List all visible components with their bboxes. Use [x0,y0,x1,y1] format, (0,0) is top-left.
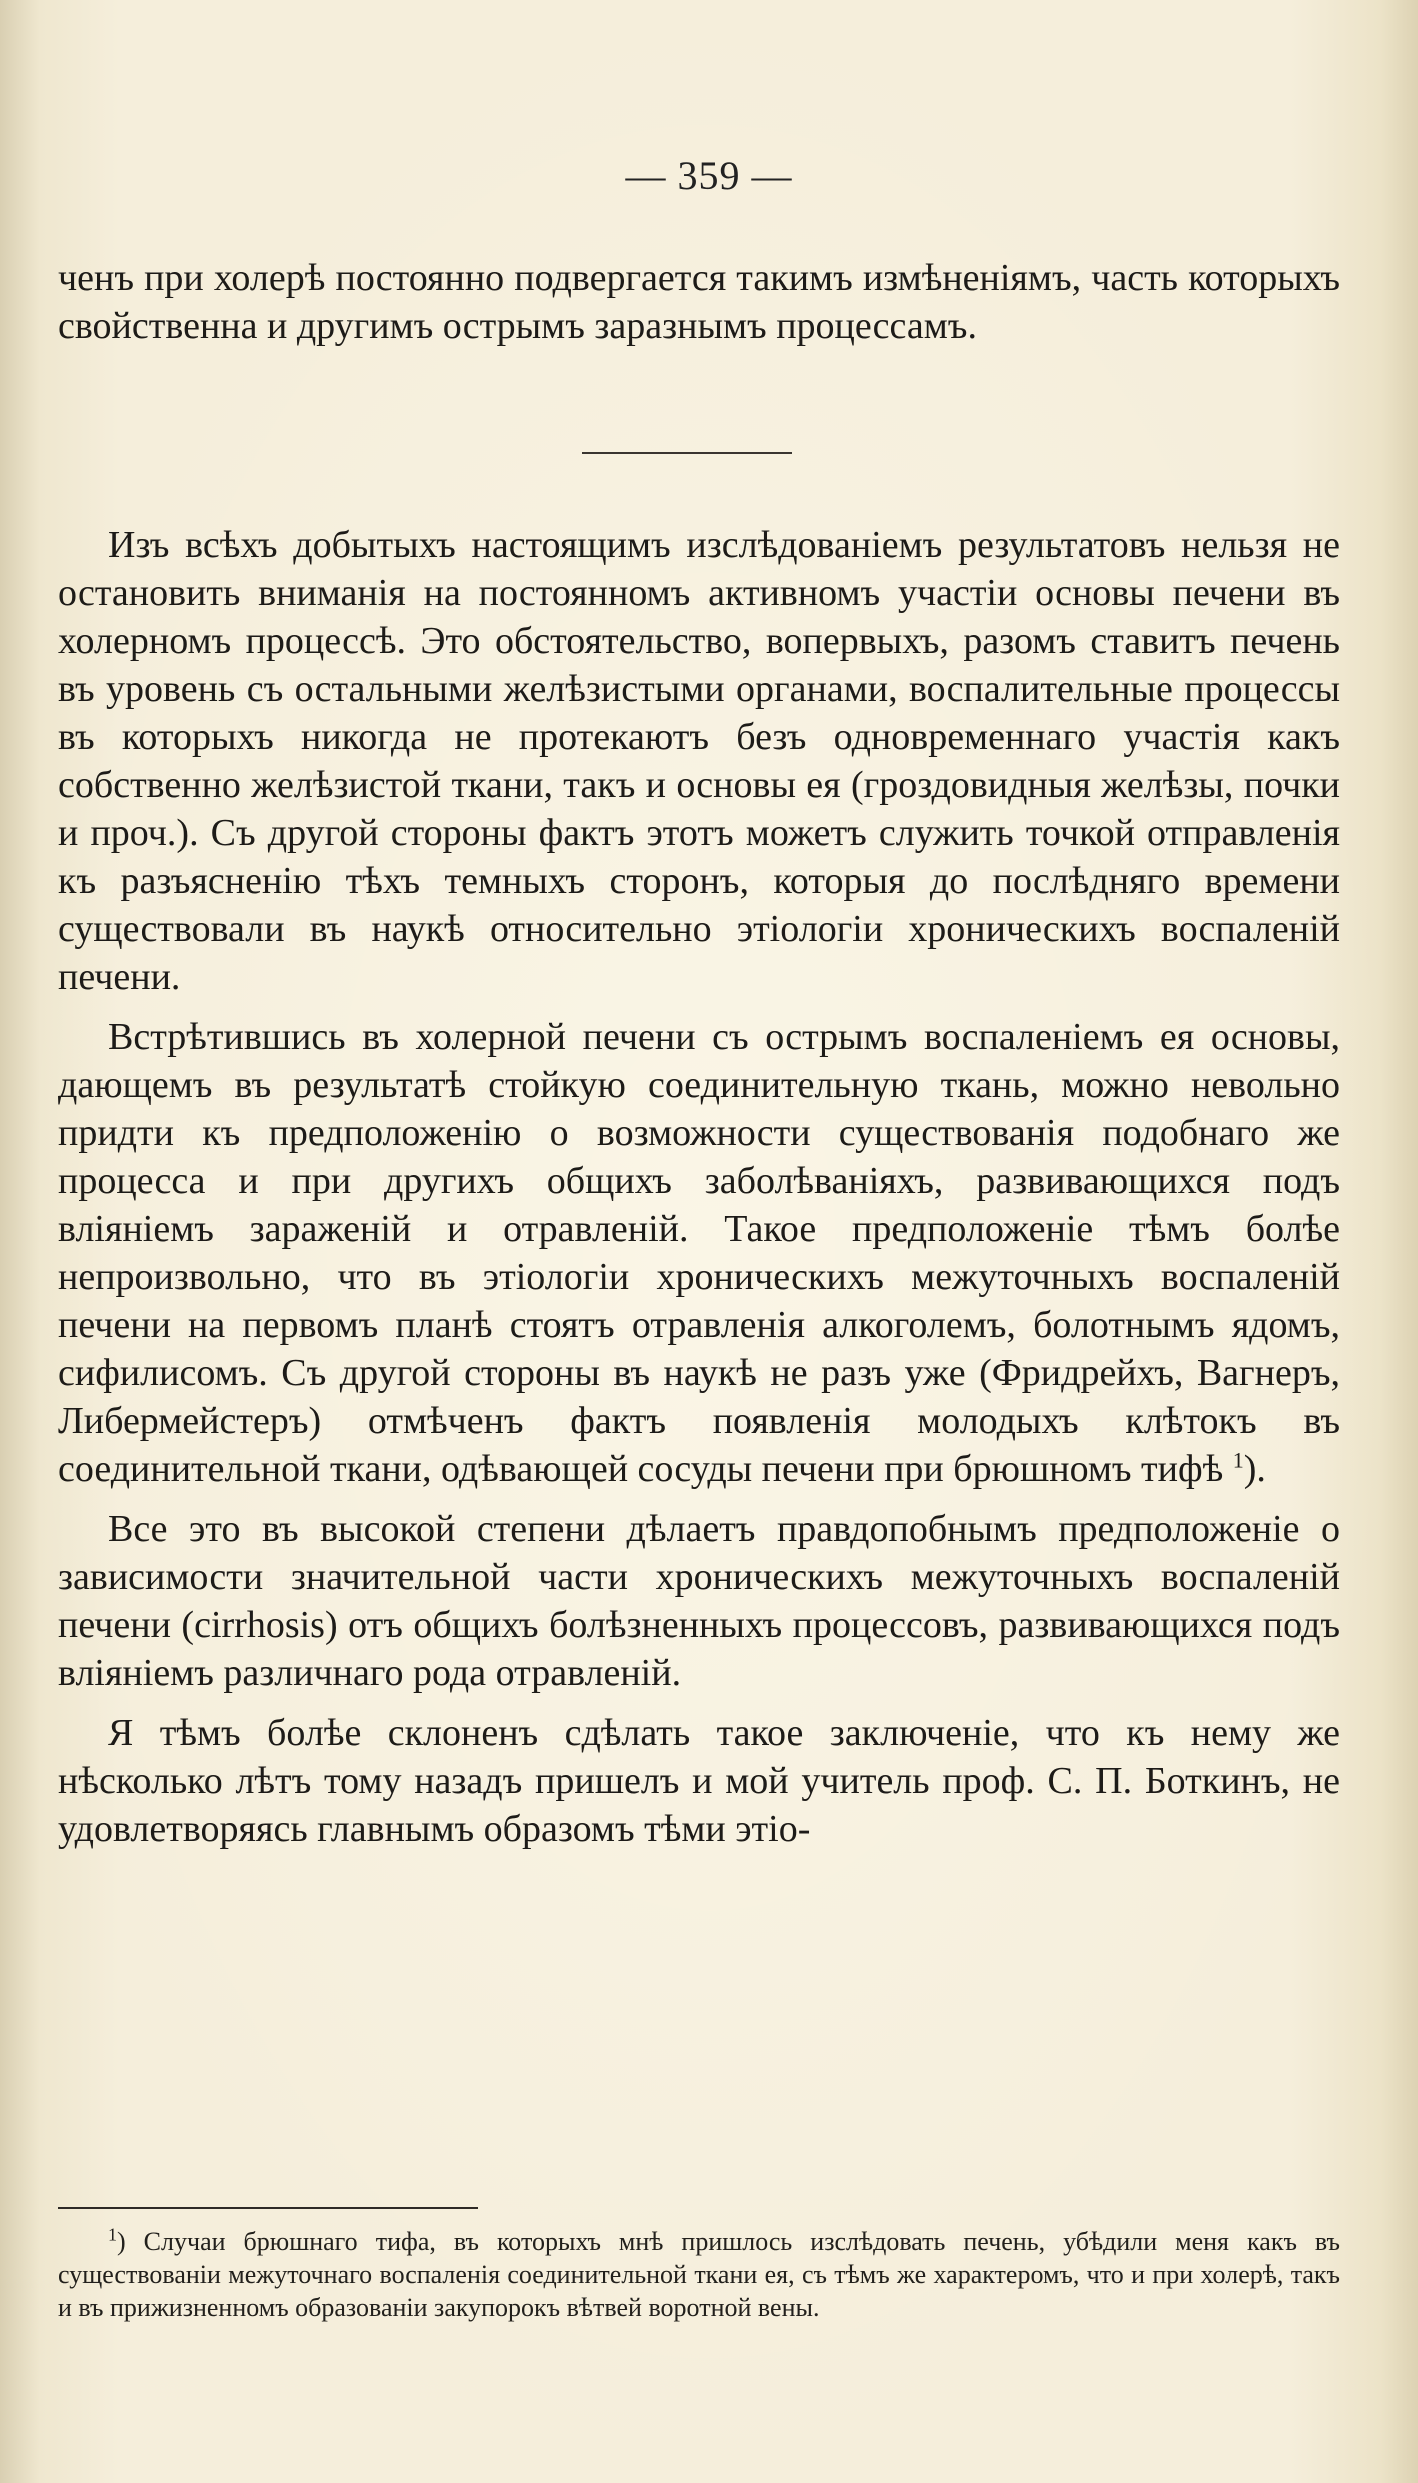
paragraph-2 [58,1013,1340,1493]
footnote-reference: 1 [1232,1447,1244,1473]
paragraph-2-text: Встрѣтившись въ холерной печени съ острымъ воспаленіемъ ея основы, дающемъ въ результатѣ стойкую соединительную ткань, можно невольно придти къ предположенію о возможности существованія подобнаго же процесса и при другихъ общихъ заболѣваніяхъ, развивающихся подъ вліяніемъ зараженій и отравленій. Такое предположеніе тѣмъ болѣе непроизвольно, что въ этіологіи хроническихъ межуточныхъ воспаленій печени на первомъ планѣ стоятъ отравленія алкоголемъ, болотнымъ ядомъ, сифилисомъ. Съ другой стороны въ наукѣ не разъ уже (Фридрейхъ, Вагнеръ, Либермейстеръ) отмѣченъ фактъ появленія молодыхъ клѣтокъ въ соединительной ткани, одѣвающей сосуды печени при брюшномъ тифѣ [58,1016,1340,1490]
main-body [58,521,1340,1865]
section-divider [582,452,792,454]
paragraph-4: Я тѣмъ болѣе склоненъ сдѣлать такое заключеніе, что къ нему же нѣсколько лѣтъ тому назадъ пришелъ и мой учитель проф. С. П. Боткинъ, не удовлетворяясь главнымъ образомъ тѣми этіо- [58,1712,1340,1850]
footnote [58,2225,1340,2324]
paragraph-2-tail: ). [1243,1448,1266,1490]
paragraph-3: Все это въ высокой степени дѣлаетъ правдопобнымъ предположеніе о зависимости значительной части хроническихъ межуточныхъ воспаленій печени (cirrhosis) отъ общихъ болѣзненныхъ процессовъ, развивающихся подъ вліяніемъ различнаго рода отравленій. [58,1508,1340,1694]
footnote-marker: 1 [108,2224,117,2245]
paragraph-1: Изъ всѣхъ добытыхъ настоящимъ изслѣдованіемъ результатовъ нельзя не остановить вниманія на постоянномъ активномъ участіи основы печени въ холерномъ процессѣ. Это обстоятельство, вопервыхъ, разомъ ставитъ печень въ уровень съ остальными желѣзистыми органами, воспалительные процессы въ которыхъ никогда не протекаютъ безъ одновременнаго участія какъ собственно желѣзистой ткани, такъ и основы ея (гроздовидныя желѣзы, почки и проч.). Съ другой стороны фактъ этотъ можетъ служить точкой отправленія къ разъясненію тѣхъ темныхъ сторонъ, которыя до послѣдняго времени существовали въ наукѣ относительно этіологіи хроническихъ воспаленій печени. [58,524,1340,998]
lead-paragraph-text: ченъ при холерѣ постоянно подвергается такимъ измѣненіямъ, часть которыхъ свойственна и другимъ острымъ заразнымъ процессамъ. [58,257,1340,347]
footnote-divider [58,2207,478,2209]
page-number: — 359 — [625,153,793,198]
footnote-text: ) Случаи брюшнаго тифа, въ которыхъ мнѣ пришлось изслѣдовать печень, убѣдили меня какъ въ существованіи межуточнаго воспаленія соединительной ткани ея, съ тѣмъ же характеромъ, что и при холерѣ, такъ и въ прижизненномъ образованіи закупорокъ вѣтвей воротной вены. [58,2227,1340,2322]
lead-paragraph [58,254,1340,362]
